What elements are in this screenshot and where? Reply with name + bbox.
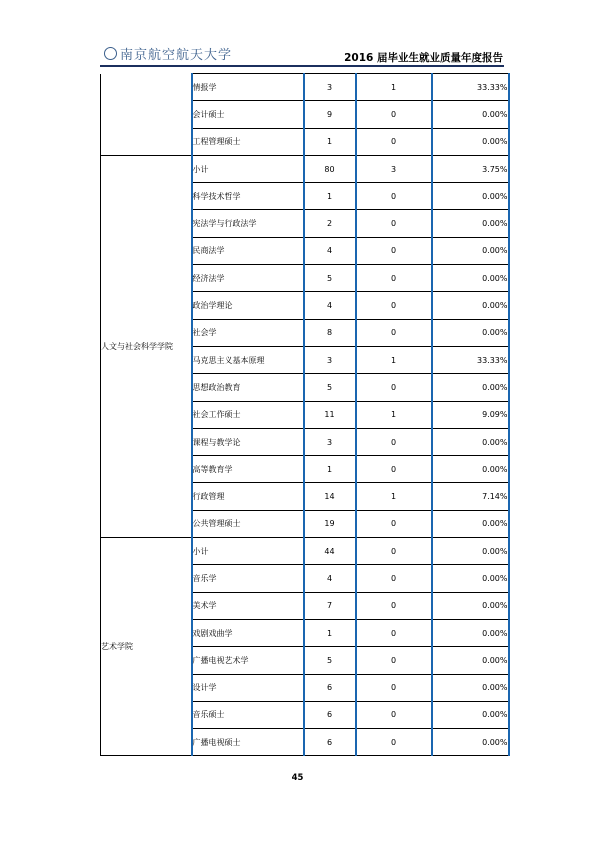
major-cell: 宪法学与行政法学 (192, 210, 304, 237)
count-cell: 0 (356, 701, 432, 728)
table-body (101, 74, 509, 756)
graduate-count-cell: 7 (304, 592, 356, 619)
major-cell: 小计 (192, 538, 304, 565)
rate-cell: 0.00% (432, 592, 509, 619)
rate-cell: 9.09% (432, 401, 509, 428)
graduate-count-cell: 80 (304, 155, 356, 182)
graduate-count-cell: 5 (304, 374, 356, 401)
graduate-count-cell: 6 (304, 729, 356, 756)
rate-cell: 0.00% (432, 210, 509, 237)
graduate-count-cell: 1 (304, 619, 356, 646)
major-cell: 广播电视硕士 (192, 729, 304, 756)
count-cell: 0 (356, 183, 432, 210)
graduate-count-cell: 3 (304, 74, 356, 101)
graduate-count-cell: 14 (304, 483, 356, 510)
count-cell: 0 (356, 456, 432, 483)
department-cell: 人文与社会科学学院 (101, 155, 192, 537)
rate-cell: 33.33% (432, 346, 509, 373)
count-cell: 0 (356, 292, 432, 319)
graduate-count-cell: 1 (304, 128, 356, 155)
graduate-count-cell: 2 (304, 210, 356, 237)
rate-cell: 0.00% (432, 265, 509, 292)
count-cell: 3 (356, 155, 432, 182)
major-cell: 设计学 (192, 674, 304, 701)
rate-cell: 0.00% (432, 647, 509, 674)
graduate-count-cell: 19 (304, 510, 356, 537)
major-cell: 会计硕士 (192, 101, 304, 128)
count-cell: 0 (356, 592, 432, 619)
graduate-count-cell: 5 (304, 647, 356, 674)
rate-cell: 0.00% (432, 619, 509, 646)
employment-statistics-table (100, 73, 510, 756)
count-cell: 0 (356, 319, 432, 346)
graduate-count-cell: 6 (304, 674, 356, 701)
count-cell: 1 (356, 346, 432, 373)
table-row (101, 538, 509, 565)
graduate-count-cell: 4 (304, 292, 356, 319)
count-cell: 0 (356, 647, 432, 674)
major-cell: 马克思主义基本原理 (192, 346, 304, 373)
count-cell: 0 (356, 538, 432, 565)
major-cell: 美术学 (192, 592, 304, 619)
rate-cell: 0.00% (432, 101, 509, 128)
major-cell: 思想政治教育 (192, 374, 304, 401)
count-cell: 0 (356, 101, 432, 128)
major-cell: 音乐硕士 (192, 701, 304, 728)
count-cell: 0 (356, 265, 432, 292)
graduate-count-cell: 1 (304, 183, 356, 210)
graduate-count-cell: 3 (304, 428, 356, 455)
rate-cell: 3.75% (432, 155, 509, 182)
major-cell: 小计 (192, 155, 304, 182)
rate-cell: 0.00% (432, 674, 509, 701)
graduate-count-cell: 1 (304, 456, 356, 483)
major-cell: 公共管理硕士 (192, 510, 304, 537)
rate-cell: 0.00% (432, 128, 509, 155)
major-cell: 情报学 (192, 74, 304, 101)
graduate-count-cell: 44 (304, 538, 356, 565)
rate-cell: 0.00% (432, 510, 509, 537)
table-row (101, 74, 509, 101)
major-cell: 社会工作硕士 (192, 401, 304, 428)
rate-cell: 33.33% (432, 74, 509, 101)
count-cell: 0 (356, 619, 432, 646)
rate-cell: 0.00% (432, 319, 509, 346)
major-cell: 广播电视艺术学 (192, 647, 304, 674)
count-cell: 0 (356, 237, 432, 264)
rate-cell: 0.00% (432, 428, 509, 455)
major-cell: 科学技术哲学 (192, 183, 304, 210)
major-cell: 戏剧戏曲学 (192, 619, 304, 646)
page-number: 45 (291, 773, 304, 783)
university-logo-text: 南京航空航天大学 (120, 47, 233, 63)
graduate-count-cell: 3 (304, 346, 356, 373)
graduate-count-cell: 8 (304, 319, 356, 346)
department-cell: 艺术学院 (101, 538, 192, 756)
major-cell: 音乐学 (192, 565, 304, 592)
graduate-count-cell: 4 (304, 565, 356, 592)
major-cell: 工程管理硕士 (192, 128, 304, 155)
graduate-count-cell: 4 (304, 237, 356, 264)
major-cell: 社会学 (192, 319, 304, 346)
university-emblem-icon (104, 47, 117, 60)
graduate-count-cell: 6 (304, 701, 356, 728)
count-cell: 0 (356, 210, 432, 237)
rate-cell: 7.14% (432, 483, 509, 510)
count-cell: 0 (356, 729, 432, 756)
count-cell: 1 (356, 483, 432, 510)
count-cell: 1 (356, 74, 432, 101)
major-cell: 经济法学 (192, 265, 304, 292)
rate-cell: 0.00% (432, 565, 509, 592)
department-cell (101, 74, 192, 156)
table-row (101, 155, 509, 182)
count-cell: 0 (356, 428, 432, 455)
header-divider (100, 65, 504, 67)
report-title: 2016 届毕业生就业质量年度报告 (344, 52, 503, 64)
major-cell: 政治学理论 (192, 292, 304, 319)
major-cell: 高等教育学 (192, 456, 304, 483)
graduate-count-cell: 9 (304, 101, 356, 128)
major-cell: 课程与教学论 (192, 428, 304, 455)
major-cell: 民商法学 (192, 237, 304, 264)
count-cell: 0 (356, 674, 432, 701)
rate-cell: 0.00% (432, 292, 509, 319)
count-cell: 1 (356, 401, 432, 428)
rate-cell: 0.00% (432, 183, 509, 210)
count-cell: 0 (356, 374, 432, 401)
count-cell: 0 (356, 510, 432, 537)
rate-cell: 0.00% (432, 374, 509, 401)
rate-cell: 0.00% (432, 729, 509, 756)
major-cell: 行政管理 (192, 483, 304, 510)
rate-cell: 0.00% (432, 701, 509, 728)
rate-cell: 0.00% (432, 538, 509, 565)
rate-cell: 0.00% (432, 237, 509, 264)
graduate-count-cell: 5 (304, 265, 356, 292)
count-cell: 0 (356, 565, 432, 592)
university-logo (104, 44, 232, 62)
graduate-count-cell: 11 (304, 401, 356, 428)
count-cell: 0 (356, 128, 432, 155)
rate-cell: 0.00% (432, 456, 509, 483)
